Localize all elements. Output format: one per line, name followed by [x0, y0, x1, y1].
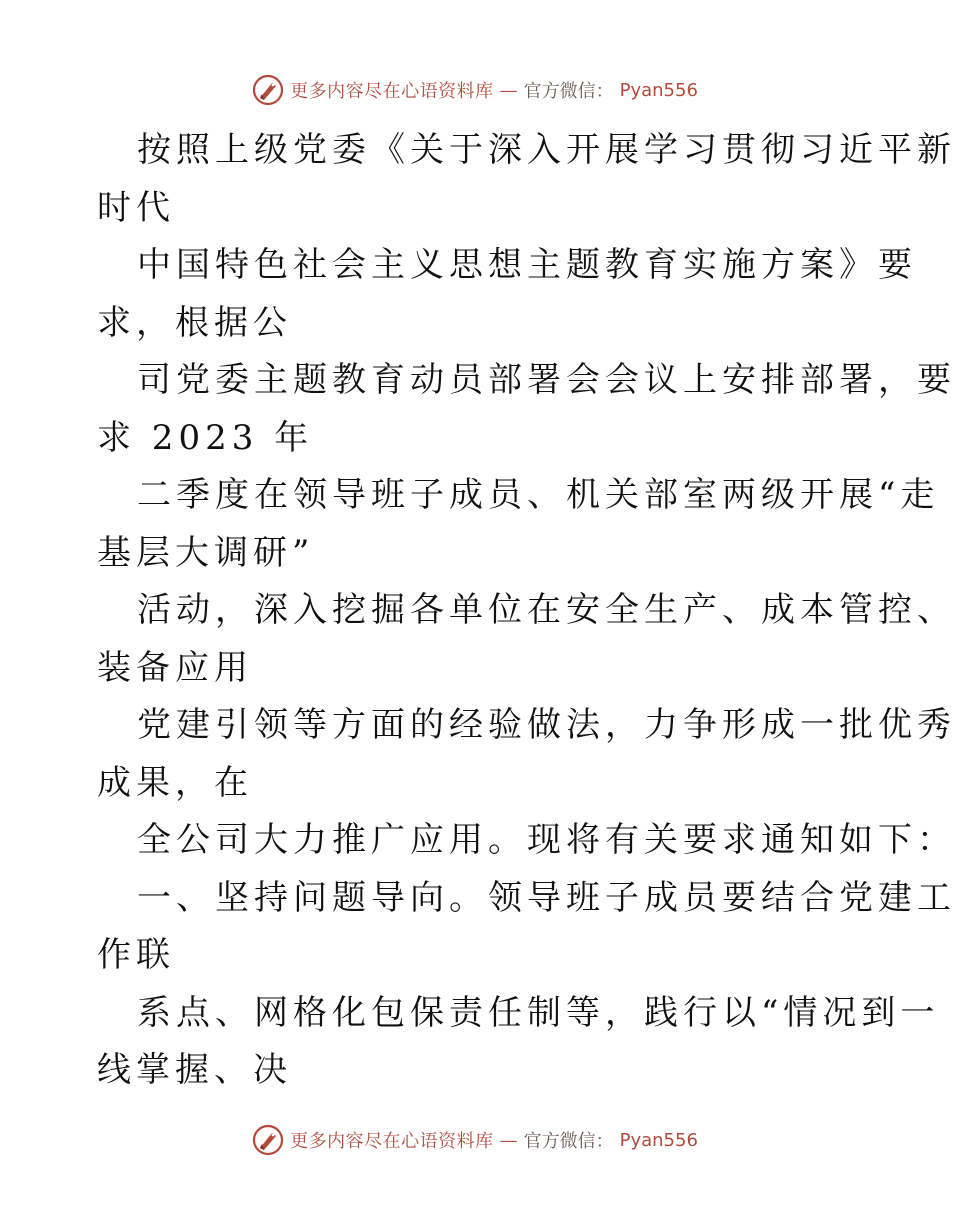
pen-nib-logo-icon [252, 74, 284, 106]
banner-wechat-label: 官方微信： [523, 1131, 614, 1152]
banner-separator: — [499, 79, 518, 101]
text-line: 线掌握、决 [97, 1050, 292, 1090]
text-line: 全公司大力推广应用。现将有关要求通知如下： [137, 820, 956, 860]
banner-text: 更多内容尽在心语资料库 [290, 81, 494, 102]
banner-wechat-id: Pyan556 [619, 79, 698, 101]
text-line: 求，根据公 [97, 302, 292, 343]
text-line: 活动，深入挖掘各单位在安全生产、成本管控、 [137, 590, 956, 630]
banner-wechat-id: Pyan556 [619, 1129, 698, 1151]
text-line: 作联 [97, 935, 175, 975]
text-line: 装备应用 [97, 647, 253, 688]
text-line: 中国特色社会主义思想主题教育实施方案》要 [137, 245, 917, 285]
text-line: 求 2023 年 [97, 417, 314, 458]
document-body [97, 122, 956, 1100]
text-line: 司党委主题教育动员部署会会议上安排部署，要 [137, 360, 956, 400]
text-line: 按照上级党委《关于深入开展学习贯彻习近平新 [137, 130, 956, 170]
footer-banner [0, 1120, 950, 1160]
banner-wechat-label: 官方微信： [523, 81, 614, 102]
banner-separator: — [499, 1129, 518, 1151]
text-line: 一、坚持问题导向。领导班子成员要结合党建工 [137, 877, 956, 918]
banner-text: 更多内容尽在心语资料库 [290, 1131, 494, 1152]
text-line: 成果，在 [97, 762, 253, 803]
text-line: 时代 [97, 187, 175, 228]
text-line: 党建引领等方面的经验做法，力争形成一批优秀 [137, 705, 956, 745]
header-banner [0, 70, 950, 110]
text-line: 基层大调研” [97, 532, 315, 573]
text-line: 二季度在领导班子成员、机关部室两级开展“走 [137, 475, 940, 515]
text-line: 系点、网格化包保责任制等，践行以“情况到一 [137, 992, 940, 1033]
pen-nib-logo-icon [252, 1124, 284, 1156]
